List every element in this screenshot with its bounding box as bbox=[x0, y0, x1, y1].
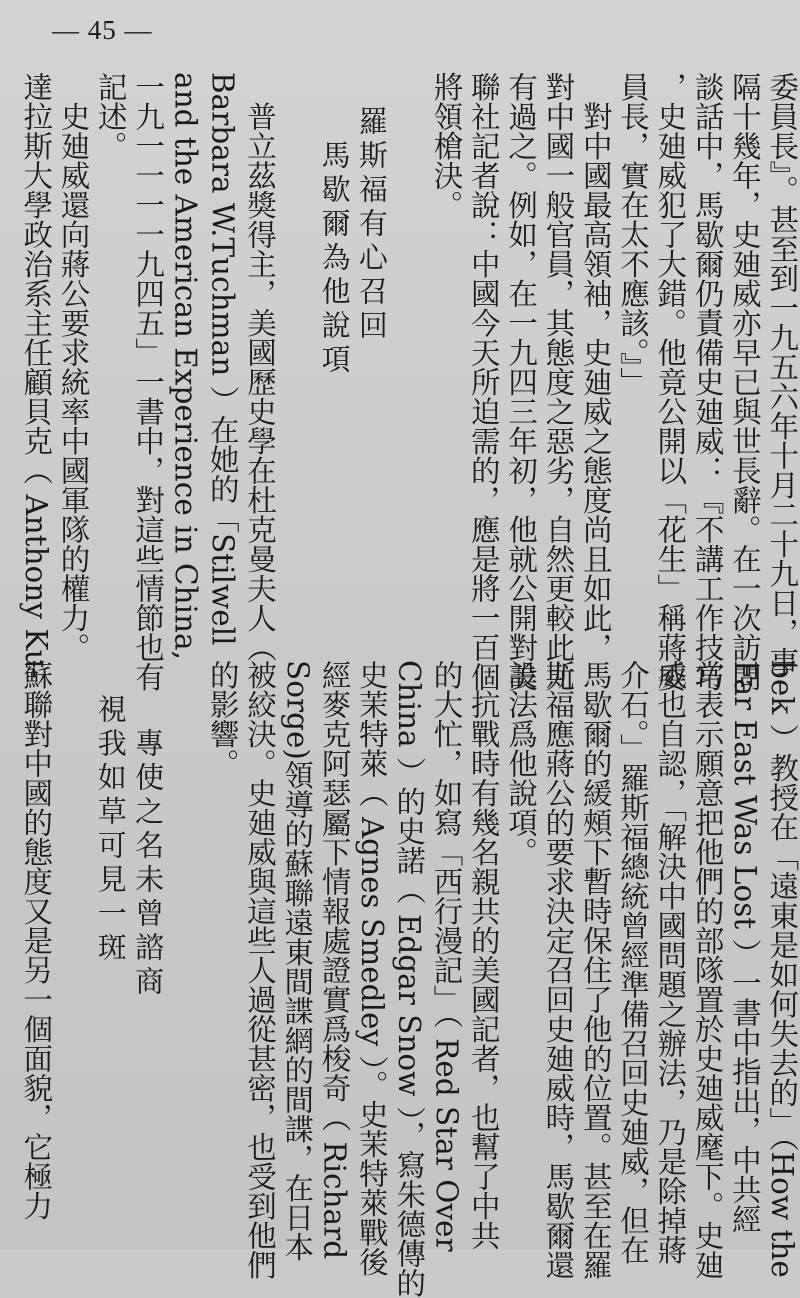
text-column: 對中國一般官員，其態度之惡劣，自然更較此尤 bbox=[541, 72, 576, 692]
text-column: 普立茲獎得主，美國歷史學在杜克曼夫人（ bbox=[243, 72, 277, 662]
text-column: 的大忙，如寫「西行漫記」（ Red Star Over bbox=[429, 660, 464, 1252]
text-column: bek ）教授在「遠東是如何失去的」（How the bbox=[765, 660, 800, 1278]
section-heading: 馬歇爾為他說項 bbox=[317, 72, 352, 378]
text-column: ，史廸威犯了大錯。他竟公開以「花生」稱蔣委 bbox=[653, 72, 688, 692]
text-column: 設法爲他說項。 bbox=[504, 660, 539, 867]
text-column: 介石。」羅斯福總統曾經準備召回史廸威，但在 bbox=[616, 660, 650, 1265]
text-column: 談話中，馬歇爾仍責備史廸威：『不講工作技巧 bbox=[690, 72, 725, 692]
page-number: — 45 — bbox=[52, 15, 153, 45]
text-column: Barbara W.Tuchman ）在她的「Stilwell bbox=[205, 72, 240, 646]
text-column: 聯社記者說：中國今天所迫需的，應是將一百個 bbox=[466, 72, 501, 692]
text-column: 達拉斯大學政治系主任顧貝克（ Anthony Ku- bbox=[19, 72, 54, 679]
text-column: 抗戰時有幾名親共的美國記者，也幫了中共 bbox=[466, 660, 501, 1250]
text-column: 員長，實在太不應該。』」 bbox=[616, 72, 650, 397]
text-column: 經麥克阿瑟屬下情報處證實爲梭奇（ Richard bbox=[317, 660, 352, 1260]
text-column: 對中國最高領袖，史廸威之態度尚且如此， bbox=[578, 72, 613, 662]
text-column: 史茉特萊（ Agnes Smedley ）。史茉特萊戰後 bbox=[354, 660, 389, 1277]
text-column: and the American Experience in China, bbox=[168, 72, 203, 660]
section-heading: 視我如草可見一斑 bbox=[93, 660, 128, 966]
text-column: China ）的史諾（ Edgar Snow ），寫朱德傳的 bbox=[392, 660, 427, 1298]
text-column: 將領槍決。 bbox=[429, 72, 464, 220]
text-column: Sorge)領導的蘇聯遠東間諜網的間諜，在日本 bbox=[280, 660, 315, 1262]
text-column: 隔十幾年，史廸威亦早已與世長辭。在一次訪問 bbox=[727, 72, 762, 692]
text-column: 有過之。例如，在一九四三年初，他就公開對美 bbox=[504, 72, 539, 692]
text-column: 威也自認，「解決中國問題之辦法，乃是除掉蔣 bbox=[653, 660, 688, 1265]
text-column: 委員長』。甚至到一九五六年十月二十九日，事 bbox=[765, 72, 800, 677]
text-column: 史廸威還向蔣公要求統率中國軍隊的權力。 bbox=[56, 72, 91, 662]
text-column: 被絞決。史廸威與這些人過從甚密，也受到他們 bbox=[243, 660, 277, 1280]
text-column: 常表示願意把他們的部隊置於史廸威麾下。史廸 bbox=[690, 660, 725, 1280]
text-column: 斯福應蔣公的要求決定召回史廸威時，馬歇爾還 bbox=[541, 660, 576, 1280]
text-column: 馬歇爾的緩頰下暫時保住了他的位置。甚至在羅 bbox=[578, 660, 613, 1280]
text-column: Far East Was Lost ）一書中指出，中共經 bbox=[727, 660, 762, 1234]
text-column: 一九一一一一九四五」一書中，對這些情節也有 bbox=[131, 72, 166, 692]
section-heading: 羅斯福有心召回 bbox=[354, 72, 389, 344]
section-heading: 專使之名未曾諮商 bbox=[131, 660, 166, 1000]
text-column: 蘇聯對中國的態度又是另一個面貌，它極力 bbox=[19, 660, 54, 1221]
text-column: 記述。 bbox=[93, 72, 128, 161]
text-column: 的影響。 bbox=[205, 660, 240, 778]
